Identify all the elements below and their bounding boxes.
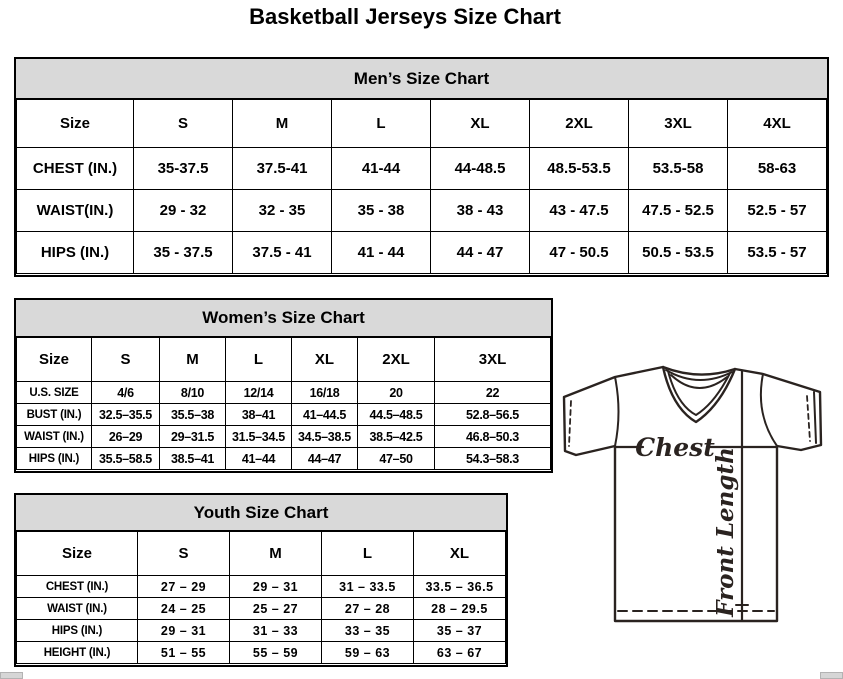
women-cell: 44.5–48.5: [358, 404, 435, 426]
women-cell: 12/14: [226, 382, 292, 404]
youth-cell: 28 – 29.5: [414, 598, 506, 620]
men-row-label: WAIST(IN.): [17, 190, 134, 232]
women-column-header: 3XL: [435, 338, 551, 382]
youth-cell: 51 – 55: [138, 642, 230, 664]
men-cell: 50.5 - 53.5: [629, 232, 728, 274]
women-cell: 16/18: [292, 382, 358, 404]
men-cell: 47 - 50.5: [530, 232, 629, 274]
women-table-row: [17, 404, 551, 426]
men-cell: 41 - 44: [332, 232, 431, 274]
women-table-row: [17, 448, 551, 470]
women-row-label: HIPS (IN.): [17, 448, 92, 470]
women-column-header: XL: [292, 338, 358, 382]
page-title: Basketball Jerseys Size Chart: [249, 4, 561, 29]
youth-size-chart: [14, 493, 508, 667]
jersey-outline: [564, 367, 821, 621]
youth-row-label: CHEST (IN.): [17, 576, 138, 598]
women-cell: 41–44.5: [292, 404, 358, 426]
women-cell: 38–41: [226, 404, 292, 426]
youth-cell: 33 – 35: [322, 620, 414, 642]
youth-cell: 25 – 27: [230, 598, 322, 620]
women-cell: 26–29: [92, 426, 160, 448]
women-column-header: 2XL: [358, 338, 435, 382]
women-cell: 22: [435, 382, 551, 404]
men-cell: 38 - 43: [431, 190, 530, 232]
youth-table-row: [17, 576, 506, 598]
youth-cell: 33.5 – 36.5: [414, 576, 506, 598]
women-cell: 47–50: [358, 448, 435, 470]
men-cell: 44 - 47: [431, 232, 530, 274]
men-header-row: [17, 100, 827, 148]
men-cell: 35-37.5: [134, 148, 233, 190]
men-column-header: 3XL: [629, 100, 728, 148]
women-cell: 44–47: [292, 448, 358, 470]
womens-size-table: [16, 337, 551, 470]
men-table-row: [17, 148, 827, 190]
youth-column-header: XL: [414, 532, 506, 576]
youth-cell: 29 – 31: [138, 620, 230, 642]
front-length-label: Front Length: [712, 447, 739, 617]
men-column-header: 2XL: [530, 100, 629, 148]
youth-table-row: [17, 598, 506, 620]
scrollbar-right-button[interactable]: [820, 672, 843, 679]
women-column-header: L: [226, 338, 292, 382]
men-cell: 44-48.5: [431, 148, 530, 190]
youth-cell: 29 – 31: [230, 576, 322, 598]
men-cell: 35 - 37.5: [134, 232, 233, 274]
men-cell: 29 - 32: [134, 190, 233, 232]
men-column-header: Size: [17, 100, 134, 148]
youth-cell: 27 – 29: [138, 576, 230, 598]
men-cell: 58-63: [728, 148, 827, 190]
youth-row-label: WAIST (IN.): [17, 598, 138, 620]
women-column-header: S: [92, 338, 160, 382]
women-column-header: Size: [17, 338, 92, 382]
youth-cell: 59 – 63: [322, 642, 414, 664]
men-cell: 37.5 - 41: [233, 232, 332, 274]
chest-label: Chest: [635, 433, 715, 462]
women-table-row: [17, 382, 551, 404]
men-column-header: M: [233, 100, 332, 148]
men-cell: 47.5 - 52.5: [629, 190, 728, 232]
men-table-row: [17, 232, 827, 274]
men-cell: 48.5-53.5: [530, 148, 629, 190]
youth-cell: 35 – 37: [414, 620, 506, 642]
youth-cell: 24 – 25: [138, 598, 230, 620]
women-table-row: [17, 426, 551, 448]
women-cell: 31.5–34.5: [226, 426, 292, 448]
women-header-row: [17, 338, 551, 382]
men-column-header: 4XL: [728, 100, 827, 148]
women-cell: 41–44: [226, 448, 292, 470]
youth-column-header: L: [322, 532, 414, 576]
women-cell: 54.3–58.3: [435, 448, 551, 470]
men-cell: 53.5 - 57: [728, 232, 827, 274]
women-cell: 52.8–56.5: [435, 404, 551, 426]
men-cell: 35 - 38: [332, 190, 431, 232]
men-cell: 41-44: [332, 148, 431, 190]
men-cell: 53.5-58: [629, 148, 728, 190]
youth-header-row: [17, 532, 506, 576]
women-cell: 35.5–38: [160, 404, 226, 426]
men-cell: 43 - 47.5: [530, 190, 629, 232]
women-cell: 20: [358, 382, 435, 404]
men-cell: 32 - 35: [233, 190, 332, 232]
youth-row-label: HIPS (IN.): [17, 620, 138, 642]
mens-size-chart: [14, 57, 829, 277]
youth-cell: 63 – 67: [414, 642, 506, 664]
women-cell: 38.5–42.5: [358, 426, 435, 448]
women-cell: 32.5–35.5: [92, 404, 160, 426]
women-cell: 35.5–58.5: [92, 448, 160, 470]
womens-size-chart: [14, 298, 553, 473]
men-column-header: XL: [431, 100, 530, 148]
youth-column-header: S: [138, 532, 230, 576]
women-row-label: WAIST (IN.): [17, 426, 92, 448]
men-cell: 52.5 - 57: [728, 190, 827, 232]
men-row-label: CHEST (IN.): [17, 148, 134, 190]
youth-chart-title: Youth Size Chart: [16, 495, 506, 531]
youth-cell: 27 – 28: [322, 598, 414, 620]
youth-column-header: Size: [17, 532, 138, 576]
youth-cell: 55 – 59: [230, 642, 322, 664]
youth-row-label: HEIGHT (IN.): [17, 642, 138, 664]
men-cell: 37.5-41: [233, 148, 332, 190]
men-column-header: L: [332, 100, 431, 148]
women-row-label: U.S. SIZE: [17, 382, 92, 404]
jersey-diagram: [558, 364, 843, 636]
womens-chart-title: Women’s Size Chart: [16, 300, 551, 337]
women-row-label: BUST (IN.): [17, 404, 92, 426]
women-column-header: M: [160, 338, 226, 382]
women-cell: 38.5–41: [160, 448, 226, 470]
women-cell: 29–31.5: [160, 426, 226, 448]
women-cell: 34.5–38.5: [292, 426, 358, 448]
youth-size-table: [16, 531, 506, 664]
youth-column-header: M: [230, 532, 322, 576]
mens-size-table: [16, 99, 827, 274]
youth-table-row: [17, 620, 506, 642]
mens-chart-title: Men’s Size Chart: [16, 59, 827, 99]
men-table-row: [17, 190, 827, 232]
women-cell: 4/6: [92, 382, 160, 404]
youth-cell: 31 – 33: [230, 620, 322, 642]
women-cell: 46.8–50.3: [435, 426, 551, 448]
youth-table-row: [17, 642, 506, 664]
women-cell: 8/10: [160, 382, 226, 404]
youth-cell: 31 – 33.5: [322, 576, 414, 598]
scrollbar-left-button[interactable]: [0, 672, 23, 679]
men-column-header: S: [134, 100, 233, 148]
men-row-label: HIPS (IN.): [17, 232, 134, 274]
